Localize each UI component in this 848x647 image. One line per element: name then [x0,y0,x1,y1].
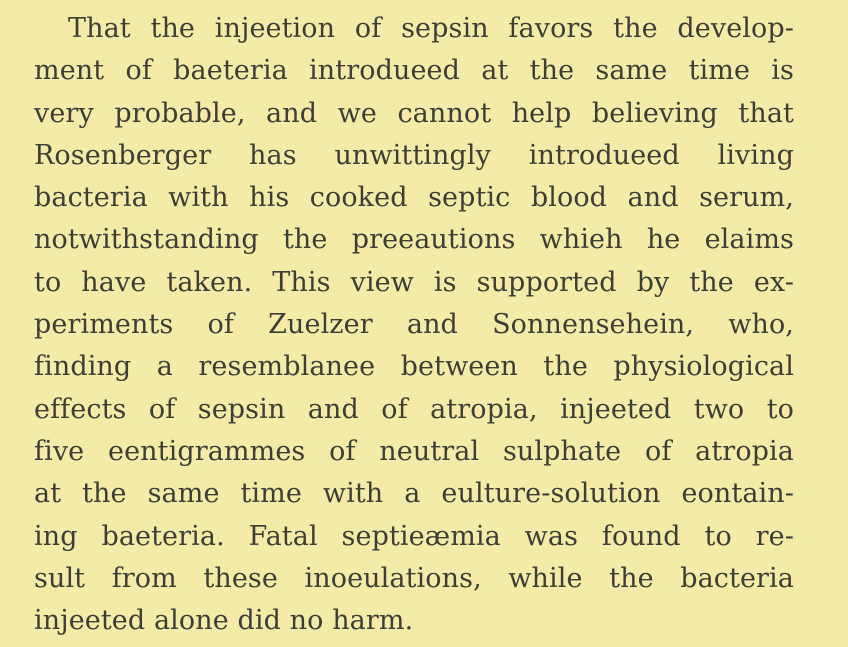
paragraph-line-5: bacteria with his cooked septic blood and serum, [34,182,794,214]
paragraph-line-11: five eentigrammes of neutral sulphate of atropia [34,435,794,467]
paragraph-line-9: finding a resemblanee between the physiological [34,351,794,383]
paragraph-line-3: very probable, and we cannot help believing that [34,97,794,129]
paragraph-line-1: That the injeetion of sepsin favors the develop- [68,13,794,44]
paragraph-line-14: sult from these inoeulations, while the bacteria [34,562,794,594]
paragraph-line-13: ing baeteria. Fatal septieæmia was found to re- [34,520,794,552]
paragraph-line-10: effects of sepsin and of atropia, injeeted two to [34,393,794,425]
body-paragraph [34,8,794,642]
paragraph-line-2: ment of baeteria introdueed at the same time is [34,55,794,87]
paragraph-line-6: notwithstanding the preeautions whieh he elaims [34,224,794,256]
paragraph-line-7: to have taken. This view is supported by the ex- [34,266,794,298]
paragraph-line-4: Rosenberger has unwittingly introdueed living [34,139,794,171]
paragraph-line-8: periments of Zuelzer and Sonnensehein, who, [34,309,794,341]
paragraph-line-15: injeeted alone did no harm. [34,605,414,637]
paragraph-line-12: at the same time with a eulture-solution eontain- [34,478,794,510]
